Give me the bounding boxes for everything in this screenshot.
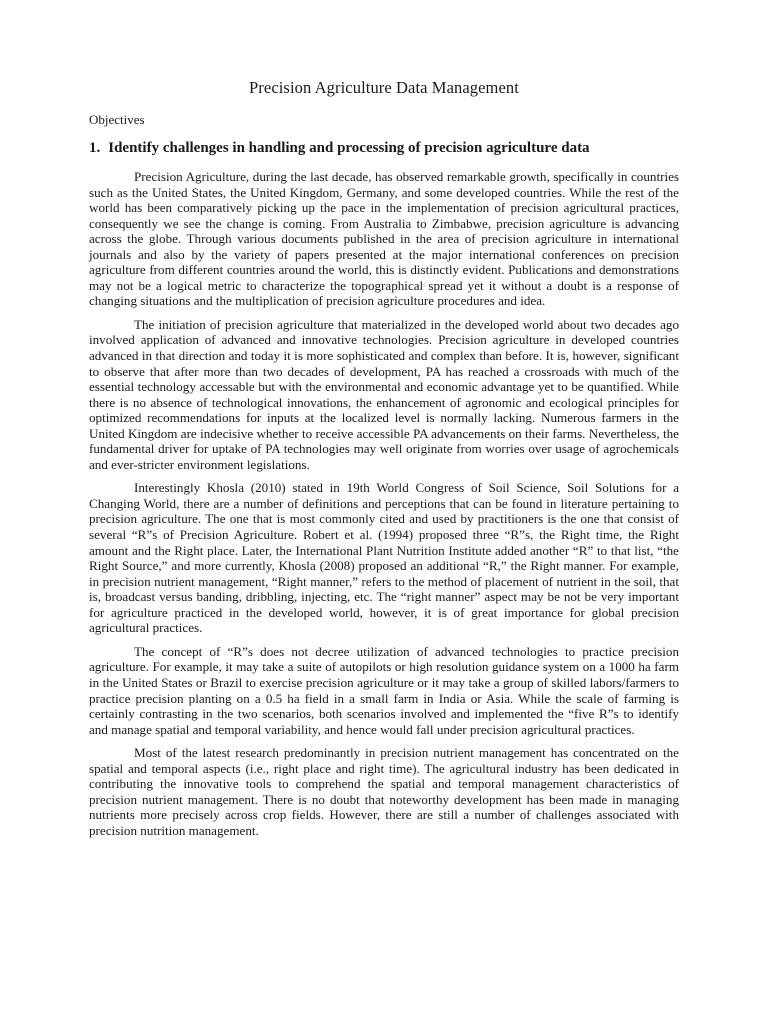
section-number: 1. [89, 140, 101, 156]
section-heading [89, 140, 679, 157]
document-title: Precision Agriculture Data Management [249, 78, 519, 97]
paragraph-5: Most of the latest research predominantly in precision nutrient management has concentrated on the spatial and temporal aspects (i.e., right place and right time). The agricultural industry has been dedicated in contributing the innovative tools to comprehend the spatial and temporal management characteristics of precision nutrient management. There is no doubt that noteworthy development has been made in managing nutrients more precisely across crop fields. However, there are still a number of challenges associated with precision nutrition management. [89, 745, 679, 838]
paragraph-1: Precision Agriculture, during the last decade, has observed remarkable growth, specifically in countries such as the United States, the United Kingdom, Germany, and some developed countries. While the rest of the world has been comparatively picking up the pace in the implementation of precision agricultural practices, consequently we see the change is coming. From Australia to Zimbabwe, precision agriculture is advancing across the globe. Through various documents published in the area of precision agriculture in international journals and also by the variety of papers presented at the major international conferences on precision agriculture from different countries around the world, this is distinctly evident. Publications and demonstrations may not be a logical metric to characterize the topographical spread yet it without a doubt is a response of changing situations and the multiplication of precision agriculture procedures and idea. [89, 169, 679, 309]
document-page [89, 78, 679, 846]
paragraph-2: The initiation of precision agriculture that materialized in the developed world about two decades ago involved application of advanced and innovative technologies. Precision agriculture in developed countries advanced in that direction and today it is more sophisticated and complex than before. It is, however, significant to observe that after more than two decades of development, PA has reached a crossroads with much of the essential technology accessable but with the environmental and economic advantage yet to be quantified. While there is no absence of technological innovations, the enhancement of agronomic and ecological principles for optimized recommendations for inputs at the localized level is normally lacking. Numerous farmers in the United Kingdom are indecisive whether to receive accessible PA advancements on their farms. Nevertheless, the fundamental driver for uptake of PA technologies may well originate from worries over usage of agrochemicals and ever-stricter environment legislations. [89, 316, 679, 472]
section-heading-text: Identify challenges in handling and processing of precision agriculture data [108, 140, 590, 156]
paragraph-3: Interestingly Khosla (2010) stated in 19th World Congress of Soil Science, Soil Solutions for a Changing World, there are a number of definitions and perceptions that can be found in literature pertaining to precision agriculture. The one that is most commonly cited and used by practitioners is the one that consist of several “R”s of Precision Agriculture. Robert et al. (1994) proposed three “R”s, the Right time, the Right amount and the Right place. Later, the International Plant Nutrition Institute added another “R” to that list, “the Right Source,” and more currently, Khosla (2008) proposed an additional “R,” the Right manner. For example, in precision nutrient management, “Right manner,” refers to the method of placement of nutrient in the soil, that is, broadcast versus banding, dribbling, injecting, etc. The “right manner” aspect may be not be very important for agriculture practiced in the developed world, however, it is of great importance for global precision agricultural practices. [89, 480, 679, 636]
paragraph-4: The concept of “R”s does not decree utilization of advanced technologies to practice precision agriculture. For example, it may take a suite of autopilots or high resolution guidance system on a 1000 ha farm in the United States or Brazil to exercise precision agriculture or it may take a group of skilled labors/farmers to practice precision planting on a 0.5 ha field in a small farm in India or Asia. While the scale of farming is certainly contrasting in the two scenarios, both scenarios involved and implemented the “five R”s to identify and manage spatial and temporal variability, and hence would fall under precision agricultural practices. [89, 643, 679, 737]
objectives-label: Objectives [89, 112, 145, 127]
